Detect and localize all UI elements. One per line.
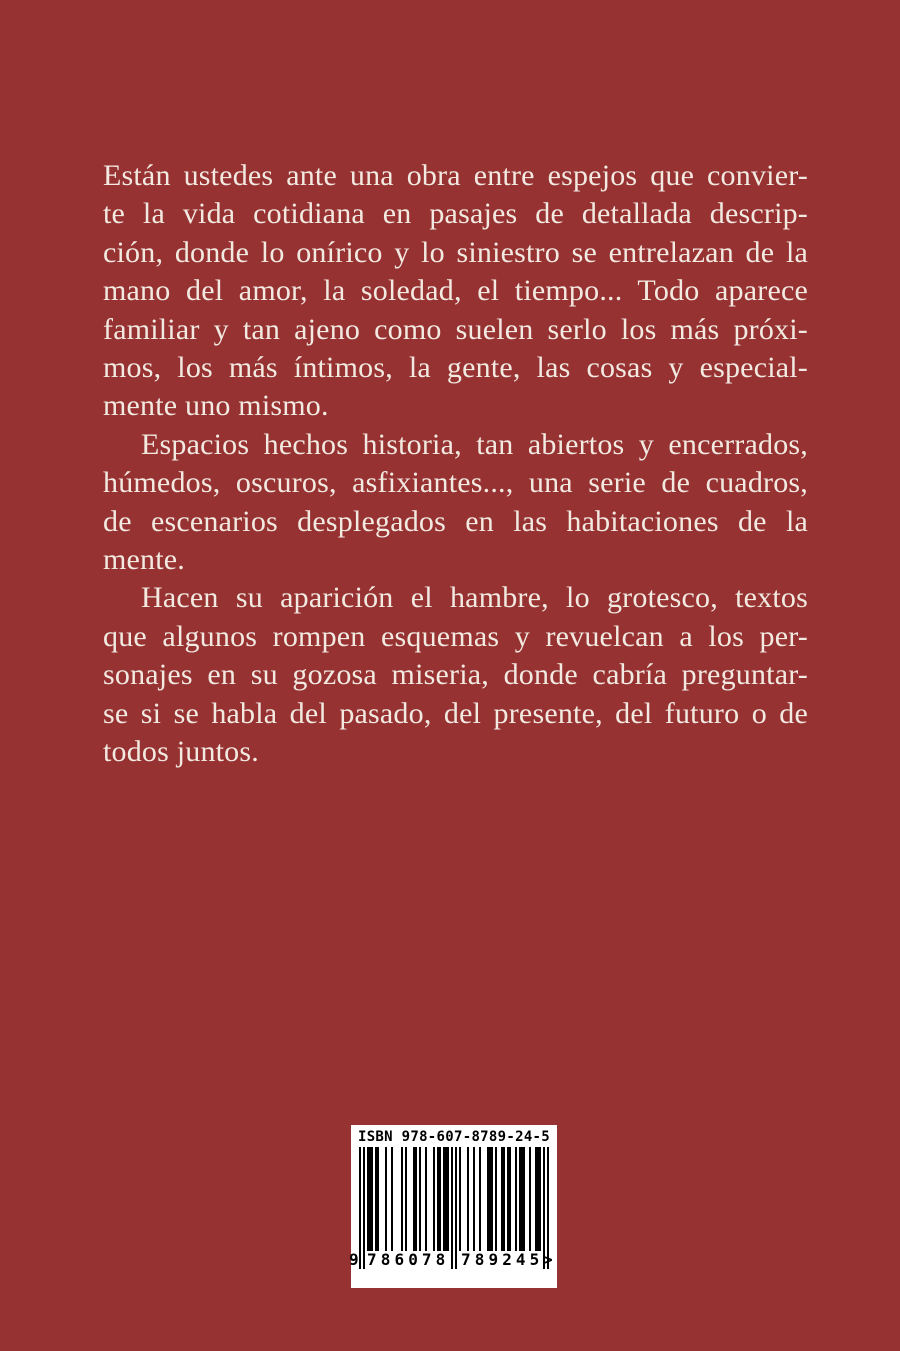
barcode-quiet-zone-indicator: > xyxy=(543,1250,553,1269)
isbn-label: ISBN 978-607-8789-24-5 xyxy=(357,1129,551,1145)
synopsis-paragraph xyxy=(103,579,808,771)
synopsis-paragraph xyxy=(103,157,808,426)
synopsis-paragraph xyxy=(103,426,808,580)
text-line: de escenarios desplegados en las habitaciones de la xyxy=(103,504,808,538)
text-line: todos juntos. xyxy=(103,735,259,769)
barcode-digits-left: 786078 xyxy=(367,1250,450,1269)
text-line: Están ustedes ante una obra entre espejos que convier- xyxy=(103,159,808,192)
barcode-digit-first: 9 xyxy=(349,1250,359,1269)
text-line: mos, los más íntimos, la gente, las cosas y especial- xyxy=(103,351,808,385)
text-line: húmedos, oscuros, asfixiantes..., una serie de cuadros, xyxy=(103,466,808,500)
text-line: mano del amor, la soledad, el tiempo... Todo aparece xyxy=(103,274,808,308)
barcode-digits-right: 789245 xyxy=(461,1250,544,1269)
text-line: te la vida cotidiana en pasajes de detallada descrip- xyxy=(103,197,808,231)
text-line: Hacen su aparición el hambre, lo grotesco, textos xyxy=(141,581,808,615)
text-line: sonajes en su gozosa miseria, donde cabría preguntar- xyxy=(103,658,808,692)
text-line: se si se habla del pasado, del presente, del futuro o de xyxy=(103,696,808,730)
text-line: mente uno mismo. xyxy=(103,389,329,423)
text-line: Espacios hechos historia, tan abiertos y encerrados, xyxy=(141,427,808,461)
barcode-panel xyxy=(351,1125,557,1288)
text-line: que algunos rompen esquemas y revuelcan a los per- xyxy=(103,619,808,653)
text-line: familiar y tan ajeno como suelen serlo los más próxi- xyxy=(103,312,808,346)
ean13-barcode xyxy=(349,1147,553,1269)
text-line: mente. xyxy=(103,543,186,577)
text-line: ción, donde lo onírico y lo siniestro se entrelazan de la xyxy=(103,235,808,269)
synopsis-text xyxy=(103,157,808,772)
